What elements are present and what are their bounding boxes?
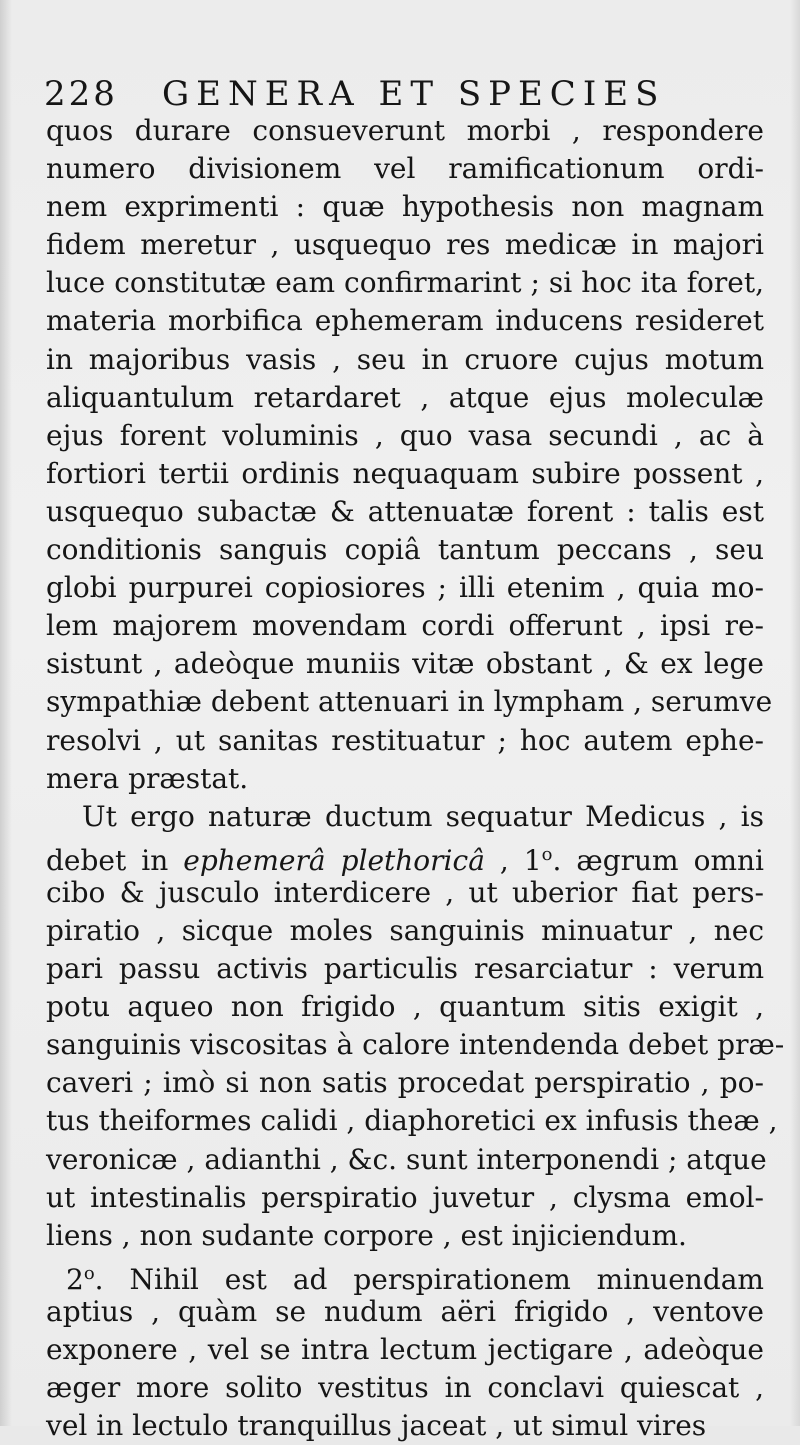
text-line — [46, 1331, 764, 1369]
line-text: cibo & jusculo interdicere , ut uberior fiat pers- — [46, 875, 764, 909]
text-line — [46, 264, 764, 302]
line-text: nem exprimenti : quæ hypothesis non magnam — [46, 190, 764, 224]
line-text: piratio , sicque moles sanguinis minuatur , nec — [46, 913, 764, 947]
text-line — [46, 569, 764, 607]
text-line — [46, 417, 764, 455]
line-text: luce constitutæ eam confirmarint ; si hoc ita foret, — [46, 266, 764, 300]
page-edge-shadow-left — [0, 0, 12, 1426]
text-line — [46, 645, 764, 683]
text-line — [46, 760, 764, 798]
running-title: GENERA ET SPECIES — [162, 74, 666, 114]
text-line — [46, 683, 773, 721]
text-line — [46, 607, 764, 645]
line-text: aptius , quàm se nudum aëri frigido , ventove — [46, 1294, 764, 1328]
text-line — [46, 1255, 764, 1296]
line-text: sympathiæ debent attenuari in lympham , serumve — [46, 685, 773, 719]
text-line — [46, 379, 764, 417]
text-line — [46, 226, 764, 264]
text-line — [46, 1369, 764, 1407]
text-line — [46, 1407, 764, 1445]
text-line — [46, 1179, 764, 1217]
text-line — [46, 874, 764, 912]
text-line — [46, 1217, 764, 1255]
line-text: conditionis sanguis copiâ tantum peccans , seu — [46, 533, 764, 567]
line-text: numero divisionem vel ramificationum ordi- — [46, 152, 764, 186]
italic-text: ephemerâ plethoricâ — [183, 843, 485, 877]
page-number: 228 — [44, 74, 118, 114]
text-line — [46, 798, 764, 836]
page-edge-shadow-right — [790, 0, 800, 1426]
text-line — [46, 112, 764, 150]
text-line — [46, 950, 764, 988]
line-text: vel in lectulo tranquillus jaceat , ut simul vires — [46, 1409, 707, 1443]
text-line — [46, 988, 764, 1026]
text-line — [46, 150, 764, 188]
text-line — [46, 1026, 785, 1064]
line-text: Ut ergo naturæ ductum sequatur Medicus , is — [82, 799, 764, 833]
line-text: mera præstat. — [46, 761, 249, 795]
line-text: 2 — [66, 1262, 84, 1296]
line-text: ut intestinalis perspiratio juvetur , clysma emol- — [46, 1180, 764, 1214]
line-text: æger more solito vestitus in conclavi quiescat , — [46, 1371, 764, 1405]
line-text: resolvi , ut sanitas restituatur ; hoc autem ephe- — [46, 723, 764, 757]
line-text: in majoribus vasis , seu in cruore cujus motum — [46, 342, 764, 376]
line-text: pari passu activis particulis resarciatur : verum — [46, 952, 764, 986]
text-line — [46, 188, 764, 226]
line-text: exponere , vel se intra lectum jectigare , adeòque — [46, 1333, 764, 1366]
line-text: caveri ; imò si non satis procedat perspiratio , po- — [46, 1066, 764, 1100]
text-line — [46, 912, 764, 950]
line-text: aliquantulum retardaret , atque ejus moleculæ — [46, 380, 764, 414]
line-text: ejus forent voluminis , quo vasa secundi , ac à — [46, 418, 764, 452]
body-text — [46, 112, 785, 1445]
line-text: liens , non sudante corpore , est injiciendum. — [46, 1218, 687, 1252]
line-text: sanguinis viscositas à calore intendenda debet præ- — [46, 1028, 785, 1062]
text-line — [46, 1293, 764, 1331]
text-line — [46, 531, 764, 569]
line-text: fortiori tertii ordinis nequaquam subire possent , — [46, 456, 764, 490]
line-text: usquequo subactæ & attenuatæ forent : talis est — [46, 494, 764, 528]
line-text: tus theiformes calidi , diaphoretici ex infusis theæ , — [46, 1104, 778, 1138]
superscript: o — [83, 1262, 95, 1284]
line-text: globi purpurei copiosiores ; illi etenim , quia mo- — [46, 571, 764, 605]
line-text: sistunt , adeòque muniis vitæ obstant , & ex lege — [46, 647, 764, 681]
line-text: potu aqueo non frigido , quantum sitis exigit , — [46, 990, 764, 1024]
line-text: fidem meretur , usquequo res medicæ in majori — [46, 228, 764, 262]
text-line — [46, 1102, 778, 1140]
line-text: . ægrum omni — [552, 843, 765, 877]
text-line — [46, 1064, 764, 1102]
text-line — [46, 722, 764, 760]
text-line — [46, 493, 764, 531]
text-line — [46, 341, 764, 379]
line-text: materia morbifica ephemeram inducens resideret — [46, 304, 764, 338]
text-line — [46, 455, 764, 493]
line-text: veronicæ , adianthi , &c. sunt interponendi ; atque — [46, 1142, 767, 1176]
text-line — [46, 302, 764, 340]
text-line — [46, 836, 765, 877]
line-text: debet in — [46, 843, 184, 877]
line-text: , 1 — [484, 843, 542, 877]
line-text: lem majorem movendam cordi offerunt , ipsi re- — [46, 609, 764, 643]
text-line — [46, 1141, 767, 1179]
line-text: quos durare consueverunt morbi , respondere — [46, 114, 764, 147]
line-text: . Nihil est ad perspirationem minuendam — [94, 1262, 764, 1296]
superscript: o — [541, 843, 553, 865]
